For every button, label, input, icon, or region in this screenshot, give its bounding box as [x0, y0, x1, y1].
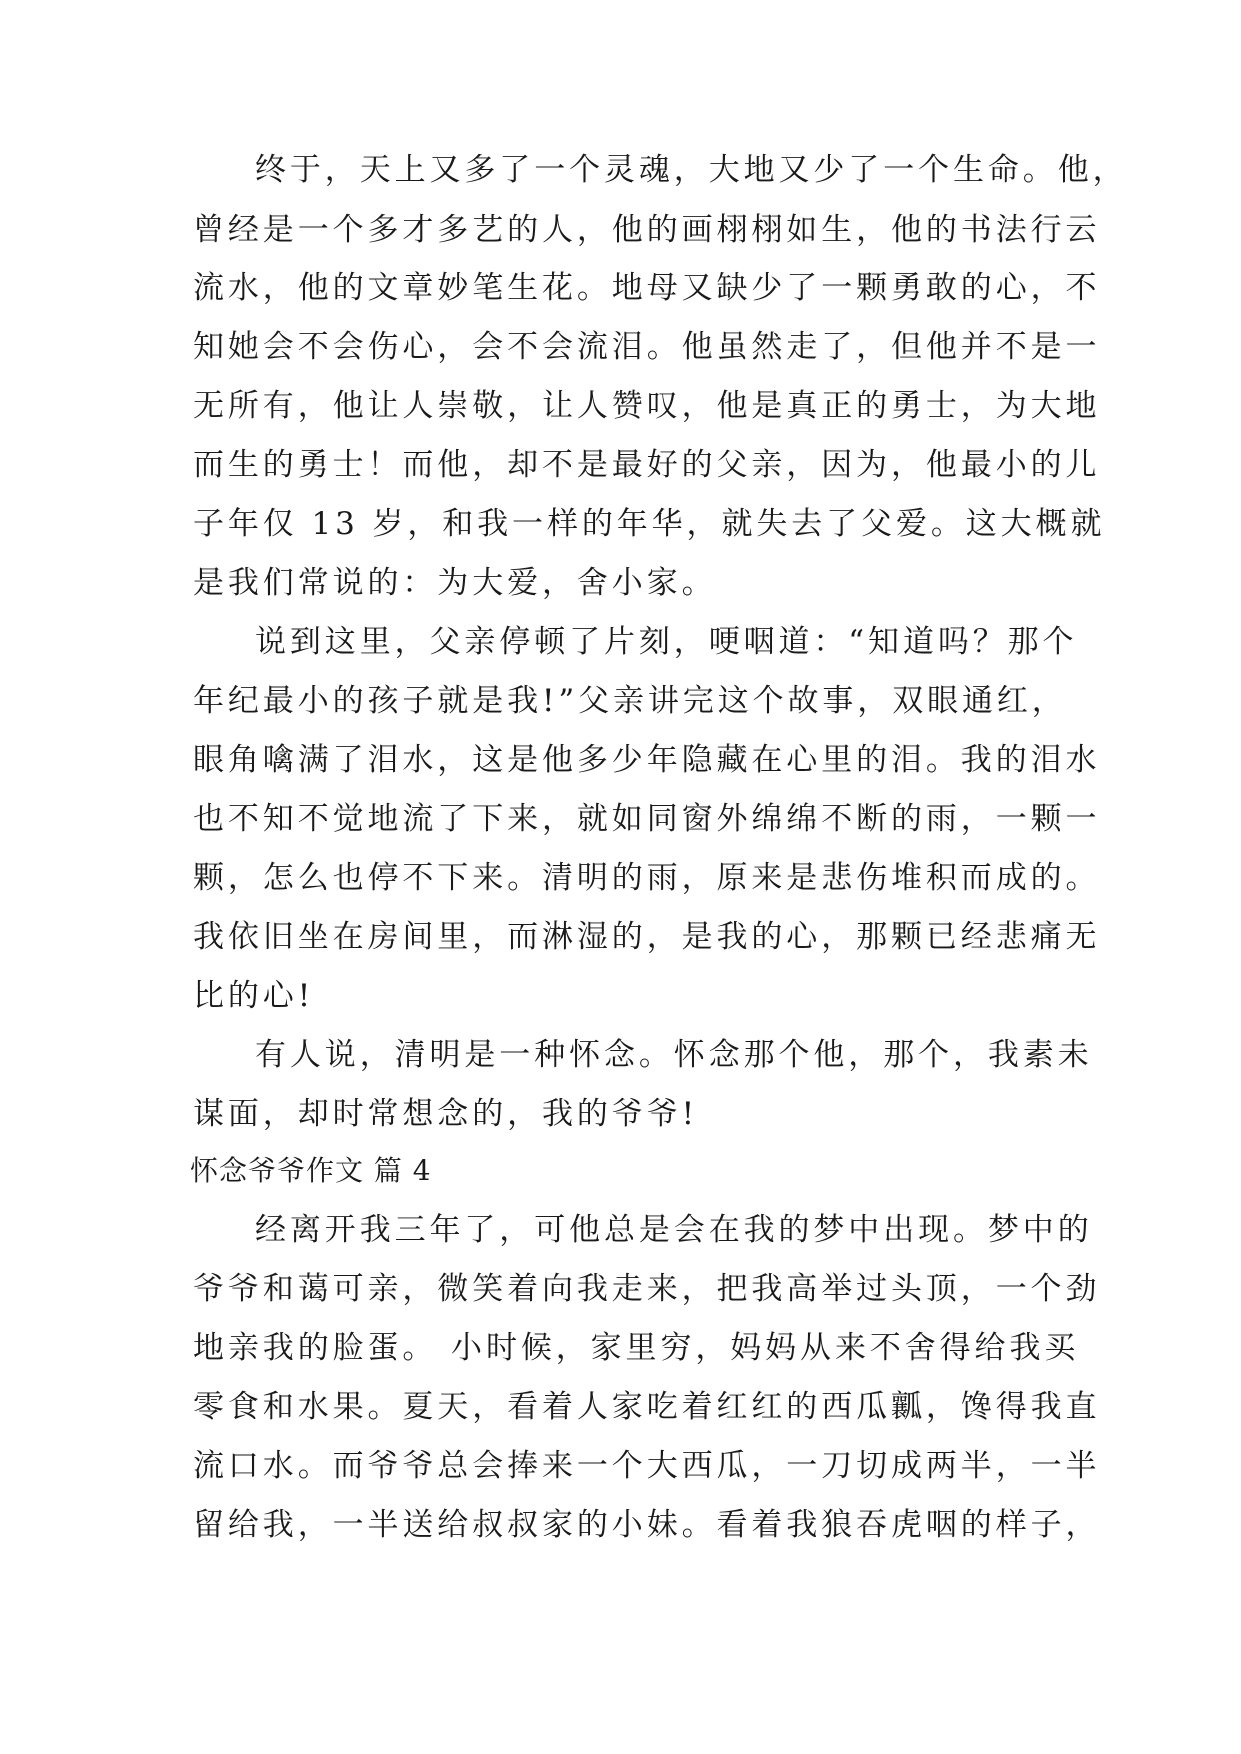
- paragraph-1-line-2: 曾经是一个多才多艺的人，他的画栩栩如生，他的书法行云: [193, 212, 1101, 248]
- paragraph-2-line-4: 也不知不觉地流了下来，就如同窗外绵绵不断的雨，一颗一: [193, 801, 1101, 837]
- paragraph-1-line-5: 无所有，他让人崇敬，让人赞叹，他是真正的勇士，为大地: [193, 388, 1101, 424]
- paragraph-1-line-8: 是我们常说的：为大爱，舍小家。: [193, 565, 717, 601]
- paragraph-1-line-3: 流水，他的文章妙笔生花。地母又缺少了一颗勇敢的心，不: [193, 270, 1101, 306]
- paragraph-1-line-6: 而生的勇士！而他，却不是最好的父亲，因为，他最小的儿: [193, 447, 1101, 483]
- paragraph-2-line-3: 眼角噙满了泪水，这是他多少年隐藏在心里的泪。我的泪水: [193, 742, 1101, 778]
- paragraph-2-line-6: 我依旧坐在房间里，而淋湿的，是我的心，那颗已经悲痛无: [193, 919, 1101, 955]
- paragraph-2-line-1: 说到这里，父亲停顿了片刻，哽咽道：“知道吗？那个: [255, 624, 1078, 660]
- paragraph-2-line-7: 比的心!: [193, 978, 315, 1014]
- paragraph-4-line-4: 零食和水果。夏天，看着人家吃着红红的西瓜瓤，馋得我直: [193, 1389, 1101, 1425]
- paragraph-1-line-7: 子年仅 13 岁，和我一样的年华，就失去了父爱。这大概就: [193, 506, 1106, 542]
- paragraph-3-line-2: 谋面，却时常想念的，我的爷爷!: [193, 1096, 698, 1132]
- paragraph-3-line-1: 有人说，清明是一种怀念。怀念那个他，那个，我素未: [255, 1037, 1093, 1073]
- paragraph-4-line-6: 留给我，一半送给叔叔家的小妹。看着我狼吞虎咽的样子，: [193, 1507, 1101, 1543]
- paragraph-4-line-1: 经离开我三年了，可他总是会在我的梦中出现。梦中的: [255, 1212, 1093, 1248]
- paragraph-2-line-2: 年纪最小的孩子就是我!”父亲讲完这个故事，双眼通红，: [193, 683, 1067, 719]
- paragraph-4-line-2: 爷爷和蔼可亲，微笑着向我走来，把我高举过头顶，一个劲: [193, 1271, 1101, 1307]
- paragraph-2-line-5: 颗，怎么也停不下来。清明的雨，原来是悲伤堆积而成的。: [193, 860, 1101, 896]
- paragraph-4-line-5: 流口水。而爷爷总会捧来一个大西瓜，一刀切成两半，一半: [193, 1448, 1101, 1484]
- paragraph-4-line-3: 地亲我的脸蛋。 小时候，家里穷，妈妈从来不舍得给我买: [193, 1330, 1080, 1366]
- paragraph-1-line-1: 终于，天上又多了一个灵魂，大地又少了一个生命。他，: [255, 152, 1128, 188]
- section-heading: 怀念爷爷作文 篇 4: [190, 1154, 432, 1187]
- paragraph-1-line-4: 知她会不会伤心，会不会流泪。他虽然走了，但他并不是一: [193, 329, 1101, 365]
